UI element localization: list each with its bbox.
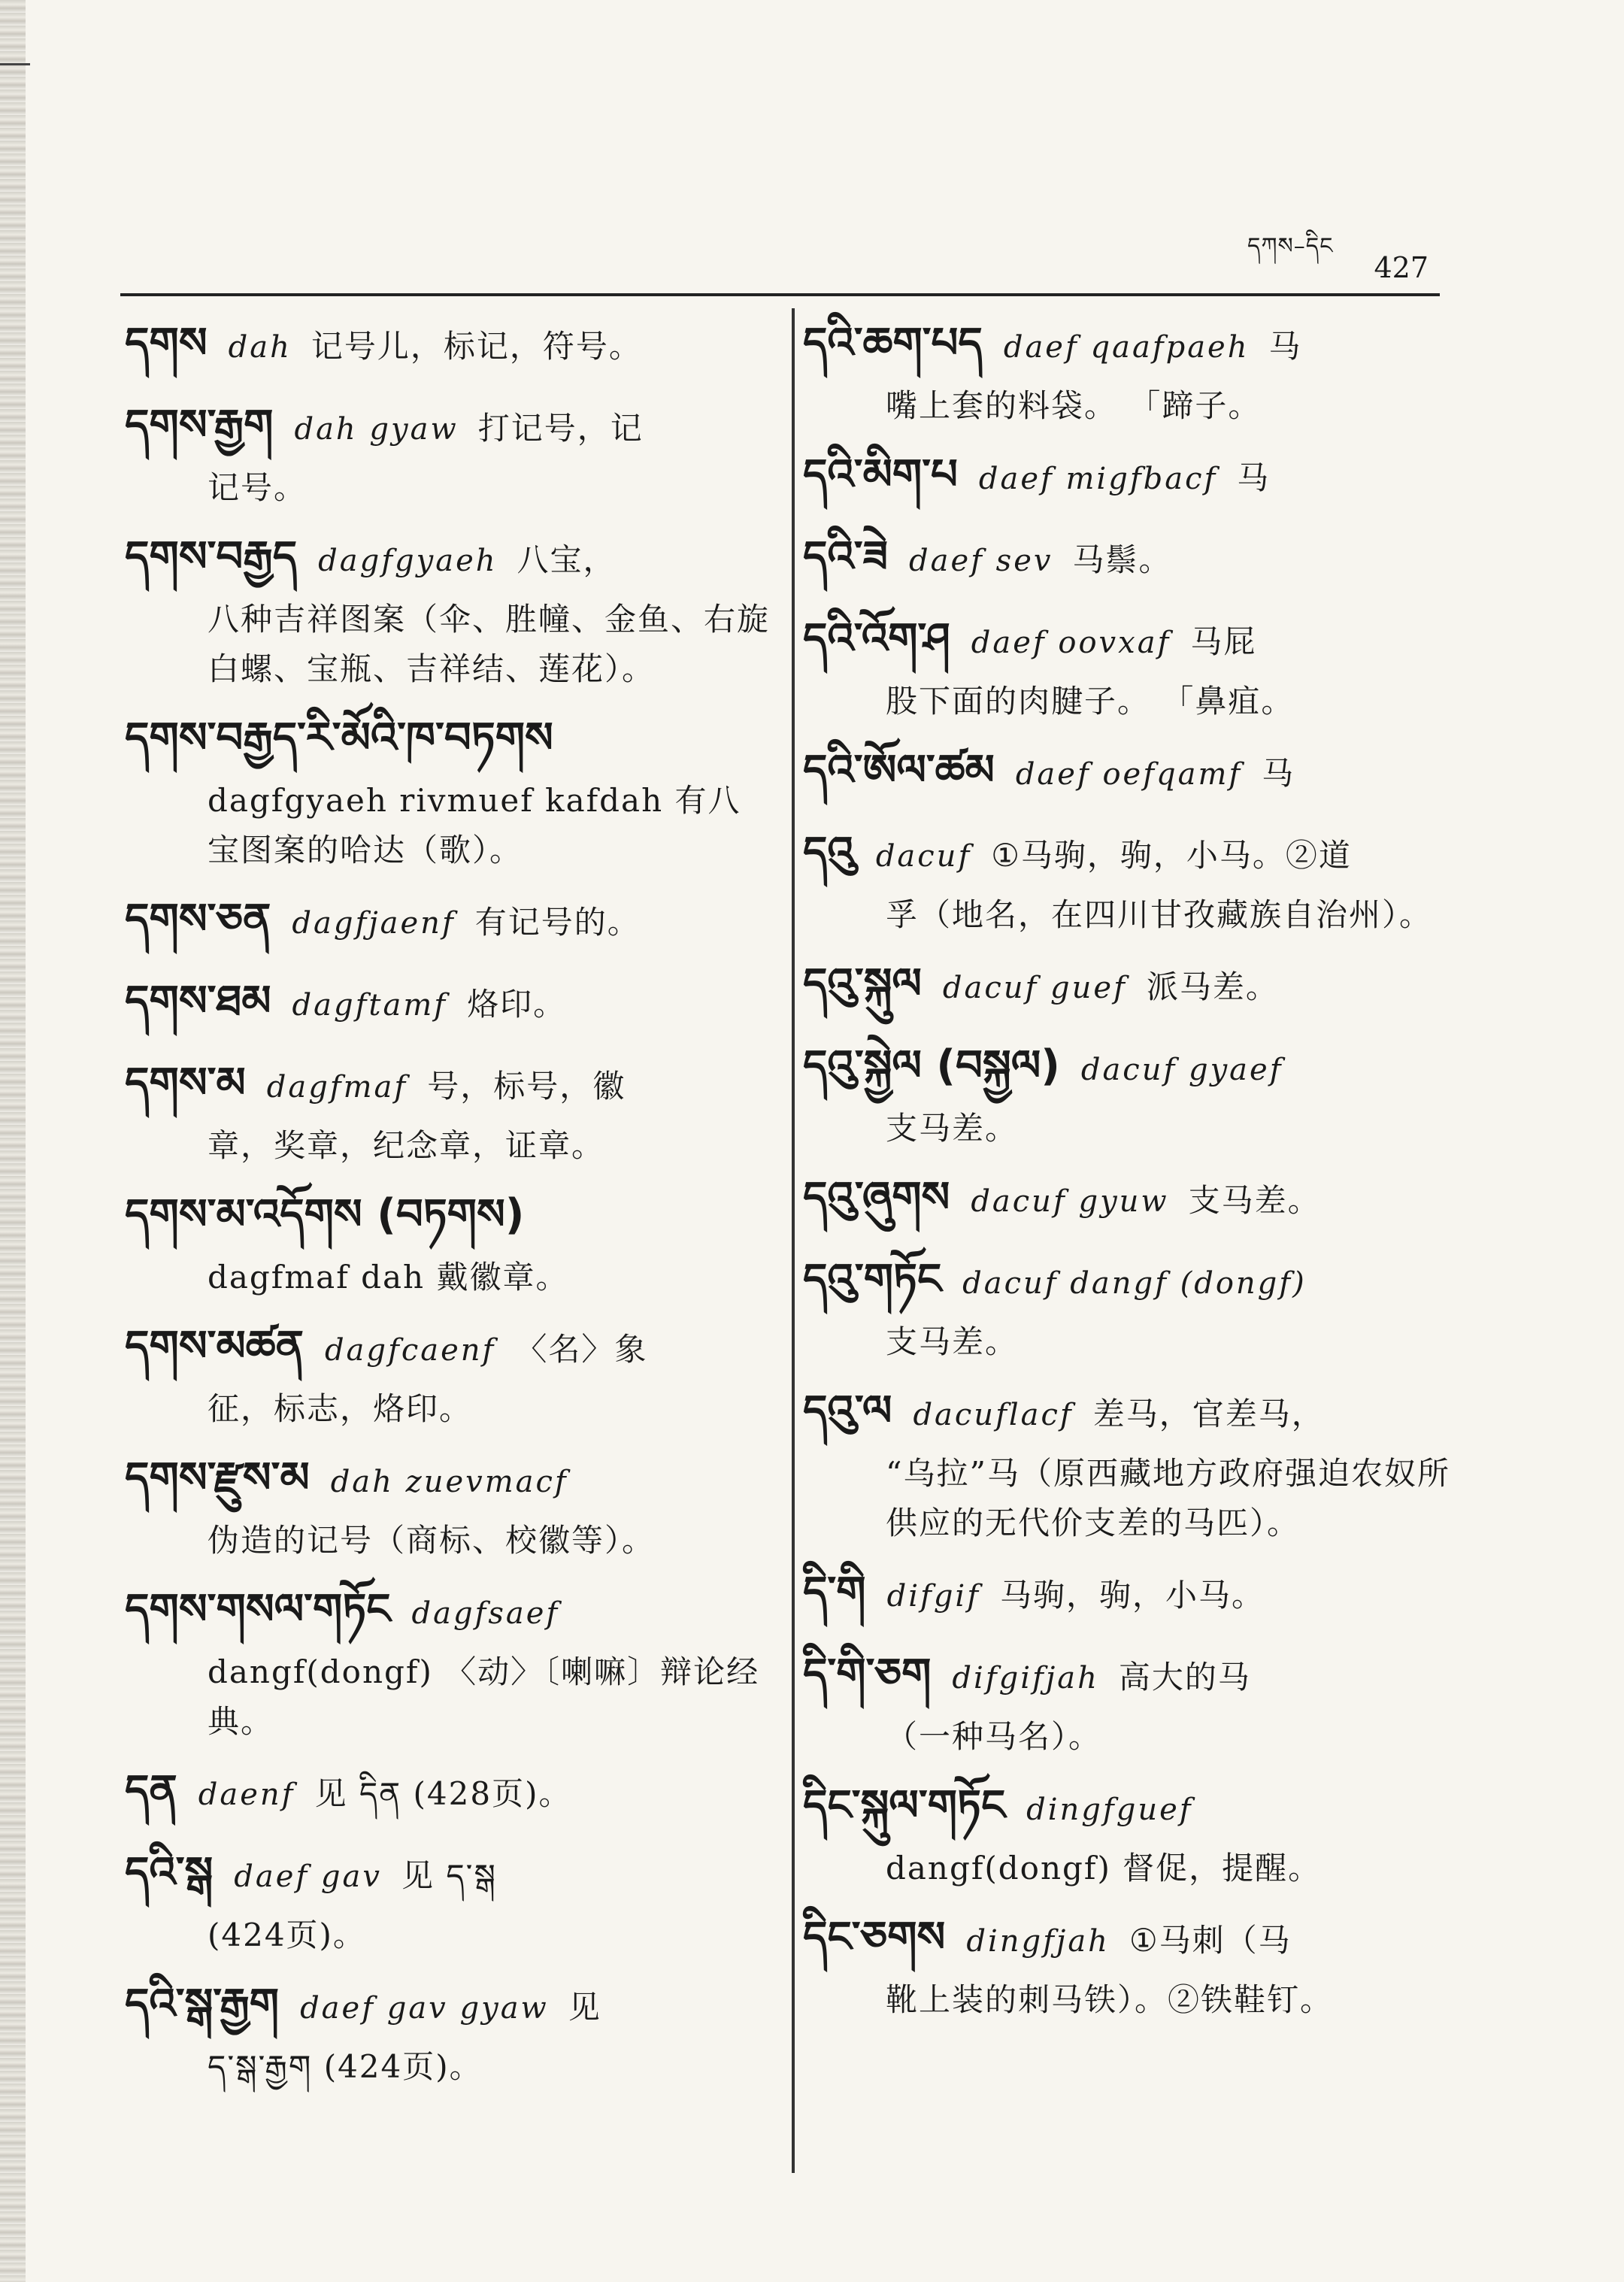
entry-definition: 八宝， [517, 541, 617, 578]
entry-romanization: dacuf gyaef [1080, 1053, 1283, 1087]
entry-headword: དགས་མ [125, 1059, 246, 1108]
entry-definition: 马 [1268, 328, 1302, 365]
entry-romanization: dagftamf [292, 988, 448, 1023]
dictionary-entry [125, 1582, 771, 1747]
dictionary-entry [803, 1778, 1457, 1893]
entry-definition: ①马驹，驹，小马。②道 [991, 837, 1352, 874]
dictionary-entry [803, 611, 1457, 726]
entry-definition: 派马差。 [1146, 968, 1279, 1005]
entry-continuation: 伪造的记号（商标、校徽等）。 [208, 1522, 656, 1559]
edge-mark [0, 63, 30, 65]
entry-headword: དིང་སྐུལ་གཏོང [803, 1781, 1006, 1830]
entry-romanization: daef gav [234, 1859, 382, 1894]
entry-definition: ①马刺（马 [1129, 1922, 1292, 1959]
entry-headword: དགས་ཐམ [125, 977, 271, 1026]
entry-continuation: ད་སྒ་རྒྱག (424页)。 [208, 2048, 483, 2085]
dictionary-entry [803, 1383, 1457, 1548]
entry-romanization: daef oovxaf [971, 626, 1171, 660]
entry-headword: དའུ་ལ [803, 1386, 892, 1435]
entry-definition: 马驹，驹，小马。 [1000, 1577, 1265, 1614]
entry-romanization: daef migfbacf [978, 462, 1218, 496]
entry-romanization: difgifjah [952, 1661, 1099, 1696]
dictionary-entry [125, 1977, 771, 2092]
entry-definition: 打记号，记 [477, 410, 644, 447]
left-column [125, 316, 771, 2108]
entry-continuation: dagfgyaeh rivmuef kafdah 有八宝图案的哈达（歌）。 [208, 782, 741, 868]
dictionary-entry [803, 1910, 1457, 2025]
entry-definition: 记号儿，标记，符号。 [311, 328, 642, 365]
entry-definition: 支马差。 [1188, 1182, 1321, 1219]
entry-romanization: dacuf gyuw [971, 1184, 1169, 1219]
entry-definition: 马 [1237, 459, 1271, 496]
entry-headword: དའུ [803, 828, 855, 877]
entry-definition: 有记号的。 [474, 904, 641, 941]
dictionary-entry [803, 316, 1457, 431]
entry-continuation: 股下面的肉腱子。 「鼻疽。 [886, 683, 1295, 720]
entry-definition: 见 ད་སྒ [401, 1857, 497, 1894]
entry-headword: དའུ་སྐྱེལ (བསྐྱལ) [803, 1041, 1060, 1090]
dictionary-entry [803, 1252, 1457, 1367]
dictionary-entry [125, 1187, 771, 1302]
entry-headword: དགས་བརྒྱད་རི་མོའི་ཁ་བཏགས [125, 714, 553, 762]
entry-continuation: 八种吉祥图案（伞、胜幢、金鱼、右旋白螺、宝瓶、吉祥结、莲花）。 [208, 601, 771, 687]
entry-headword: དགས་རྫུས་མ [125, 1453, 310, 1502]
entry-definition: 马屁 [1190, 623, 1257, 660]
column-divider [792, 308, 795, 2173]
entry-romanization: dah [228, 330, 292, 365]
header-rule [120, 293, 1440, 296]
entry-romanization: dacuf guef [942, 971, 1127, 1005]
entry-definition: 见 [568, 1989, 601, 2026]
entry-romanization: dagfsaef [411, 1596, 560, 1631]
entry-romanization: dacuf dangf (dongf) [962, 1266, 1307, 1301]
entry-continuation: 支马差。 [886, 1110, 1019, 1147]
entry-continuation: dangf(dongf) 督促，提醒。 [886, 1850, 1322, 1887]
dictionary-entry [125, 1763, 771, 1829]
dictionary-entry [125, 892, 771, 957]
entry-continuation: （一种马名）。 [886, 1718, 1102, 1755]
entry-headword: དའི་མིག་པ [803, 450, 958, 499]
entry-romanization: daef gav gyaw [300, 1991, 549, 2026]
entry-definition: 见 དིན (428页)。 [314, 1775, 572, 1812]
entry-romanization: dacuf [875, 839, 972, 874]
entry-headword: དའི་སྒ [125, 1848, 214, 1897]
entry-romanization: dagfjaenf [292, 906, 456, 941]
entry-romanization: dah zuevmacf [330, 1465, 568, 1499]
entry-romanization: dah gyaw [294, 412, 459, 447]
entry-romanization: dacuflacf [913, 1398, 1074, 1432]
entry-headword: དན [125, 1766, 177, 1815]
entry-romanization: difgif [886, 1579, 981, 1614]
entry-romanization: daef oefqamf [1015, 757, 1243, 792]
entry-definition: 号，标号，徽 [427, 1068, 626, 1105]
dictionary-entry [803, 1170, 1457, 1235]
dictionary-entry [803, 529, 1457, 595]
entry-headword: དགས་མཚན [125, 1322, 304, 1371]
entry-continuation: dangf(dongf) 〈动〉〔喇嘛〕辩论经典。 [208, 1653, 760, 1740]
dictionary-entry [125, 1056, 771, 1171]
right-column [803, 316, 1457, 2041]
entry-continuation: (424页)。 [208, 1917, 366, 1953]
entry-headword: དགས་མ་འདོགས (བཏགས) [125, 1190, 525, 1239]
dictionary-entry [125, 529, 771, 694]
entry-headword: དི་གི [803, 1568, 866, 1617]
entry-romanization: dagfgyaeh [318, 544, 498, 578]
dictionary-entry [125, 711, 771, 875]
page-number: 427 [1374, 251, 1429, 284]
page-header [1120, 233, 1429, 284]
dictionary-entry [803, 1647, 1457, 1762]
dictionary-entry [125, 1319, 771, 1434]
dictionary-entry [125, 974, 771, 1039]
entry-continuation: 征，标志，烙印。 [208, 1390, 473, 1427]
dictionary-entry [803, 1565, 1457, 1630]
entry-headword: དའི་སྒ་རྒྱག [125, 1980, 280, 2029]
entry-headword: དགས་རྒྱག [125, 401, 274, 450]
entry-definition: 马鬃。 [1072, 541, 1172, 578]
dictionary-entry [803, 956, 1457, 1022]
entry-continuation: “乌拉”马（原西藏地方政府强迫农奴所供应的无代价支差的马匹）。 [886, 1455, 1450, 1541]
dictionary-entry [803, 1038, 1457, 1153]
entry-romanization: dagfcaenf [324, 1333, 496, 1368]
entry-headword: དགས་ཅན [125, 895, 271, 944]
entry-headword: དའུ་ཞུགས [803, 1173, 950, 1222]
dictionary-entry [125, 1450, 771, 1565]
entry-headword: དི་གི་ཅག [803, 1650, 932, 1699]
entry-definition: 高大的马 [1118, 1659, 1251, 1696]
entry-headword: དའི་ཆག་པད [803, 319, 983, 368]
entry-headword: དའི་ཨོལ་ཚམ [803, 746, 995, 795]
entry-continuation: 章，奖章，纪念章，证章。 [208, 1127, 605, 1164]
entry-definition: 烙印。 [467, 986, 567, 1023]
entry-headword: དགས་གསལ་གཏོང [125, 1585, 391, 1634]
entry-continuation: 靴上装的刺马铁）。②铁鞋钉。 [886, 1981, 1334, 2018]
dictionary-entry [803, 825, 1457, 940]
entry-continuation: 记号。 [208, 469, 308, 506]
entry-continuation: 孚（地名，在四川甘孜藏族自治州）。 [886, 896, 1433, 933]
entry-headword: དའི་འོག་ཤ [803, 614, 950, 663]
entry-headword: དའི་ཟེ [803, 532, 889, 581]
entry-headword: དའུ་སྐུལ [803, 959, 922, 1008]
entry-continuation: 嘴上套的料袋。 「蹄子。 [886, 387, 1262, 424]
entry-romanization: daef sev [909, 544, 1053, 578]
entry-headword: དིང་ཅགས [803, 1913, 946, 1962]
entry-romanization: daef qaafpaeh [1003, 330, 1250, 365]
dictionary-entry [803, 447, 1457, 513]
dictionary-entry [125, 1845, 771, 1960]
entry-continuation: dagfmaf dah 戴徽章。 [208, 1259, 569, 1296]
dictionary-entry [803, 743, 1457, 808]
dictionary-entry [125, 398, 771, 513]
entry-headword: དགས་བརྒྱད [125, 532, 298, 581]
entry-romanization: daenf [198, 1777, 295, 1812]
entry-definition: 马 [1262, 755, 1295, 792]
entry-definition: 〈名〉象 [515, 1331, 648, 1368]
running-head: དཀས–དིང [1247, 233, 1334, 259]
entry-romanization: dingfguef [1026, 1793, 1193, 1827]
entry-romanization: dingfjah [966, 1924, 1110, 1959]
entry-continuation: 支马差。 [886, 1323, 1019, 1360]
entry-headword: དགས [125, 319, 208, 368]
entry-definition: 差马，官差马， [1092, 1396, 1325, 1432]
dictionary-entry [125, 316, 771, 381]
entry-headword: དའུ་གཏོང [803, 1255, 942, 1304]
scan-edge [0, 0, 26, 2282]
entry-romanization: dagfmaf [266, 1070, 408, 1105]
